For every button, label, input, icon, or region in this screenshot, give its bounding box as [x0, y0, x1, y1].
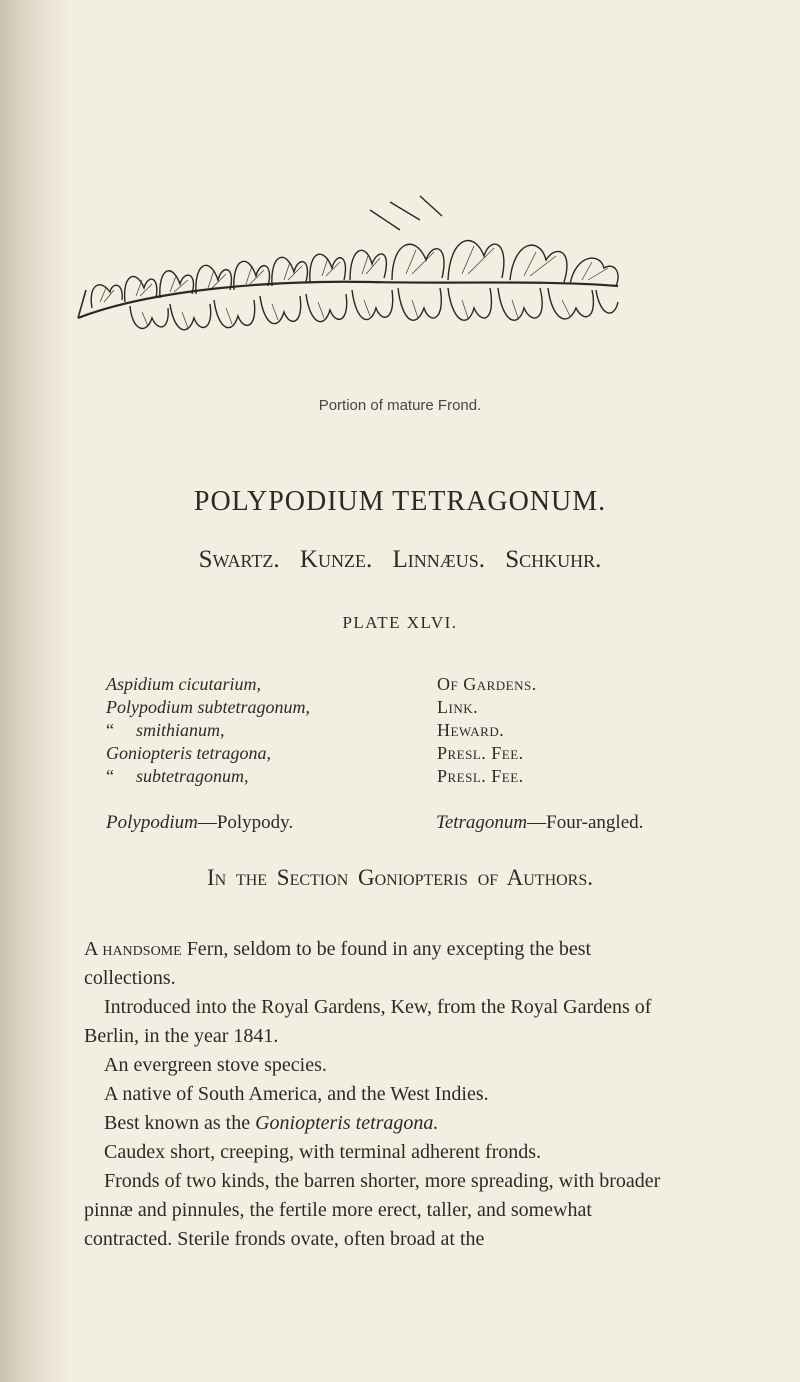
paragraph: A native of South America, and the West Indies.	[104, 1083, 489, 1105]
authority-name: Schkuhr.	[505, 546, 602, 573]
synonym-names	[106, 673, 310, 788]
synonym-name: Aspidium cicutarium,	[106, 674, 261, 694]
etymology-species: Tetragonum—Four-angled.	[436, 812, 644, 833]
authorities-line	[0, 546, 800, 574]
paragraph: Fronds of two kinds, the barren shorter, more spreading, with broader pinnæ and pinnules, the fertile more erect, taller, and somewhat contracted. Sterile fronds ovate, often broad at the	[84, 1170, 661, 1250]
paragraph: Best known as the Goniopteris tetragona.	[104, 1112, 439, 1134]
synonym-name: “ subtetragonum,	[106, 766, 249, 786]
synonym-name: “ smithianum,	[106, 720, 225, 740]
paragraph: An evergreen stove species.	[104, 1054, 327, 1076]
paragraph: Introduced into the Royal Gardens, Kew, from the Royal Gardens of Berlin, in the year 1841.	[84, 996, 652, 1047]
synonym-name: Goniopteris tetragona,	[106, 743, 271, 763]
section-heading: In the Section Goniopteris of Authors.	[206, 865, 593, 890]
authority-name: Linnæus.	[392, 546, 485, 573]
page-edge-shadow	[0, 0, 70, 1382]
authority-name: Kunze.	[299, 546, 373, 573]
body-text	[84, 935, 684, 1254]
synonym-author: Presl. Fee.	[437, 743, 524, 763]
authority-name: Swartz.	[198, 546, 280, 573]
page-title: POLYPODIUM TETRAGONUM.	[193, 486, 607, 517]
paragraph: Caudex short, creeping, with terminal adherent fronds.	[104, 1141, 542, 1163]
synonym-author: Heward.	[437, 720, 505, 740]
fern-frond-illustration	[70, 190, 630, 370]
figure-caption: Portion of mature Frond.	[318, 397, 482, 414]
synonym-author: Presl. Fee.	[437, 766, 524, 786]
plate-number: PLATE XLVI.	[342, 613, 458, 632]
etymology-genus: Polypodium—Polypody.	[106, 812, 294, 833]
synonym-author: Link.	[437, 697, 479, 717]
paragraph: A handsome Fern, seldom to be found in any excepting the best collections.	[84, 938, 592, 989]
synonym-name: Polypodium subtetragonum,	[106, 697, 310, 717]
synonym-author: Of Gardens.	[437, 674, 537, 694]
synonym-authors	[437, 673, 537, 788]
